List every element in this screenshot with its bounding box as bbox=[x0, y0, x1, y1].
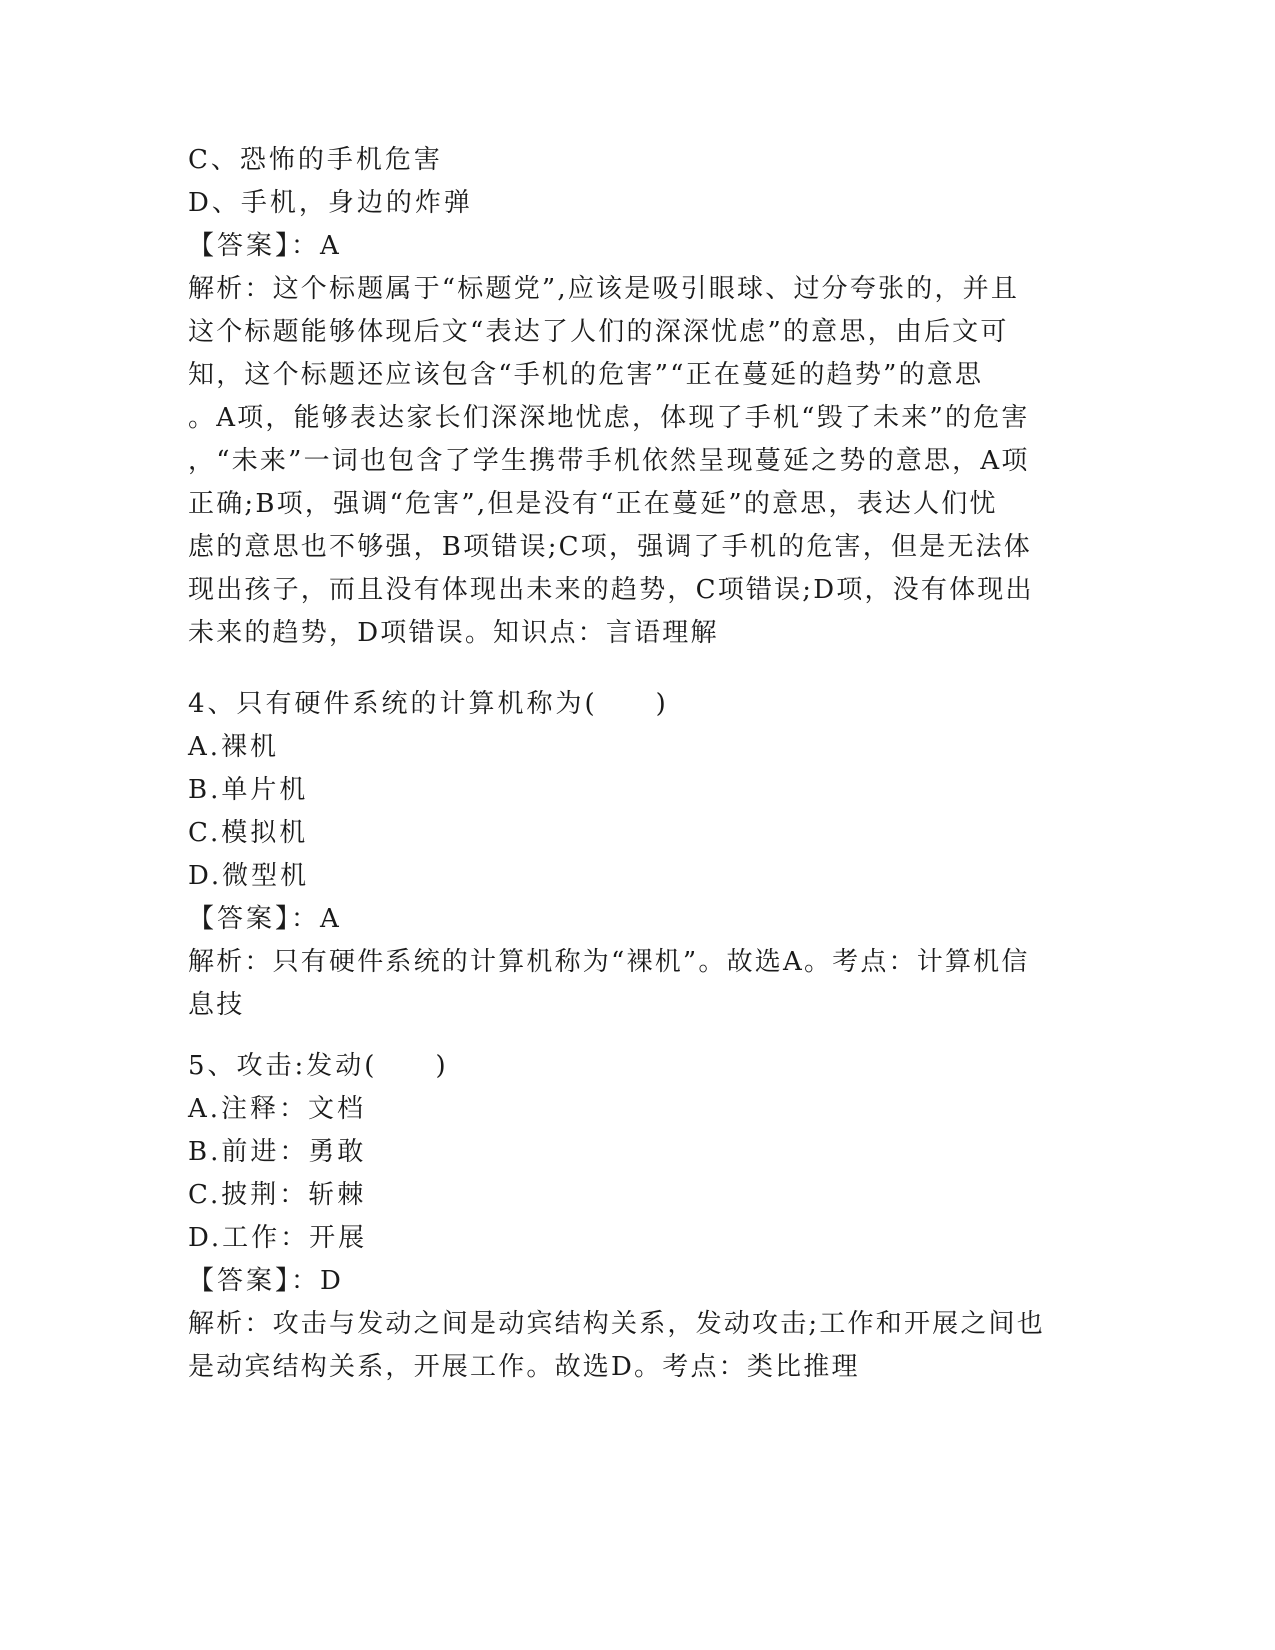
question-3-tail bbox=[188, 139, 1088, 655]
question-4 bbox=[188, 683, 1088, 1027]
answer-line: 【答案】：A bbox=[188, 231, 342, 261]
option-a: A.注释：文档 bbox=[188, 1094, 367, 1124]
question-5 bbox=[188, 1045, 1088, 1389]
explanation bbox=[188, 268, 1088, 655]
question-stem: 4、只有硬件系统的计算机称为( ) bbox=[188, 689, 669, 719]
explanation-line: 现出孩子，而且没有体现出未来的趋势，C项错误;D项，没有体现出 bbox=[188, 575, 1034, 605]
explanation-line: 是动宾结构关系，开展工作。故选D。考点：类比推理 bbox=[188, 1352, 860, 1382]
explanation-line: 虑的意思也不够强，B项错误;C项，强调了手机的危害，但是无法体 bbox=[188, 532, 1032, 562]
explanation-line: 知，这个标题还应该包含“手机的危害”“正在蔓延的趋势”的意思 bbox=[188, 360, 984, 390]
option-a: A.裸机 bbox=[188, 732, 280, 762]
question-stem: 5、攻击:发动( ) bbox=[188, 1051, 449, 1081]
explanation-line: ，“未来”一词也包含了学生携带手机依然呈现蔓延之势的意思，A项 bbox=[188, 446, 1030, 476]
explanation-line: 。A项，能够表达家长们深深地忧虑，体现了手机“毁了未来”的危害 bbox=[188, 403, 1030, 433]
explanation-line: 解析：这个标题属于“标题党”,应该是吸引眼球、过分夸张的，并且 bbox=[188, 274, 1020, 304]
option-c: C.模拟机 bbox=[188, 818, 309, 848]
explanation-line: 解析：攻击与发动之间是动宾结构关系，发动攻击;工作和开展之间也 bbox=[188, 1309, 1045, 1339]
option-d: D.工作：开展 bbox=[188, 1223, 368, 1253]
option-b: B.前进：勇敢 bbox=[188, 1137, 367, 1167]
option-d: D、手机，身边的炸弹 bbox=[188, 188, 473, 218]
explanation-line: 这个标题能够体现后文“表达了人们的深深忧虑”的意思，由后文可 bbox=[188, 317, 1009, 347]
explanation-line: 正确;B项，强调“危害”,但是没有“正在蔓延”的意思，表达人们忧 bbox=[188, 489, 998, 519]
option-b: B.单片机 bbox=[188, 775, 309, 805]
option-d: D.微型机 bbox=[188, 861, 310, 891]
explanation bbox=[188, 941, 1088, 1027]
explanation-line: 息技 bbox=[188, 990, 245, 1020]
option-c: C.披荆：斩棘 bbox=[188, 1180, 367, 1210]
option-c: C、恐怖的手机危害 bbox=[188, 145, 443, 175]
explanation-line: 解析：只有硬件系统的计算机称为“裸机”。故选A。考点：计算机信 bbox=[188, 947, 1030, 977]
answer-line: 【答案】：A bbox=[188, 904, 342, 934]
answer-line: 【答案】：D bbox=[188, 1266, 344, 1296]
explanation-line: 未来的趋势，D项错误。知识点：言语理解 bbox=[188, 618, 719, 648]
explanation bbox=[188, 1303, 1088, 1389]
